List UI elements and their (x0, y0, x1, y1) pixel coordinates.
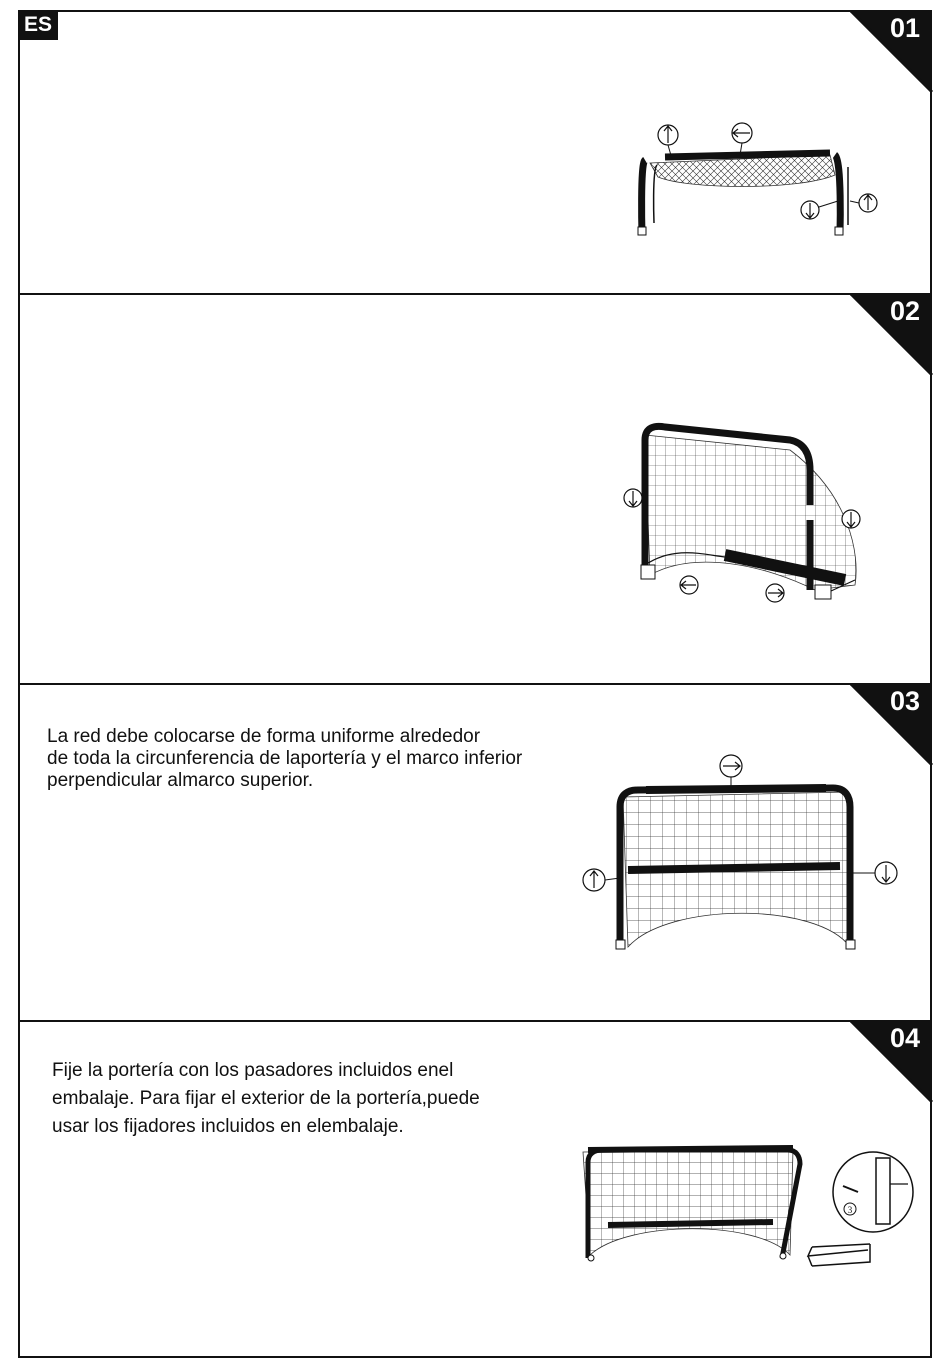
text-line: Fije la portería con los pasadores incluidos enel (52, 1060, 454, 1081)
step-number: 03 (890, 686, 921, 716)
step-tab-01 (850, 10, 934, 94)
step-03-description (47, 726, 522, 792)
step-02-illustration (615, 415, 875, 615)
text-line: embalaje. Para fijar el exterior de la portería,puede (52, 1088, 480, 1109)
text-line: usar los fijadores incluidos en elembalaje. (52, 1116, 404, 1137)
step-04-description (52, 1057, 480, 1141)
text-line: de toda la circunferencia de laportería y el marco inferior (47, 748, 523, 769)
step-number: 01 (890, 13, 921, 43)
step-number: 04 (890, 1023, 921, 1053)
text-line: La red debe colocarse de forma uniforme alrededor (47, 726, 481, 747)
language-badge: ES (18, 10, 58, 40)
section-divider-3 (18, 1020, 932, 1022)
callout-label: 3 (847, 1205, 853, 1215)
text-line: perpendicular almarco superior. (47, 770, 314, 791)
stake-detail-callout (833, 1152, 913, 1232)
step-03-illustration (578, 752, 908, 957)
section-divider-2 (18, 683, 932, 685)
section-divider-1 (18, 293, 932, 295)
step-01-illustration (630, 115, 890, 245)
step-tab-02 (850, 293, 934, 377)
step-04-illustration (568, 1140, 918, 1275)
step-number: 02 (890, 296, 921, 326)
step-tab-04 (850, 1020, 934, 1104)
